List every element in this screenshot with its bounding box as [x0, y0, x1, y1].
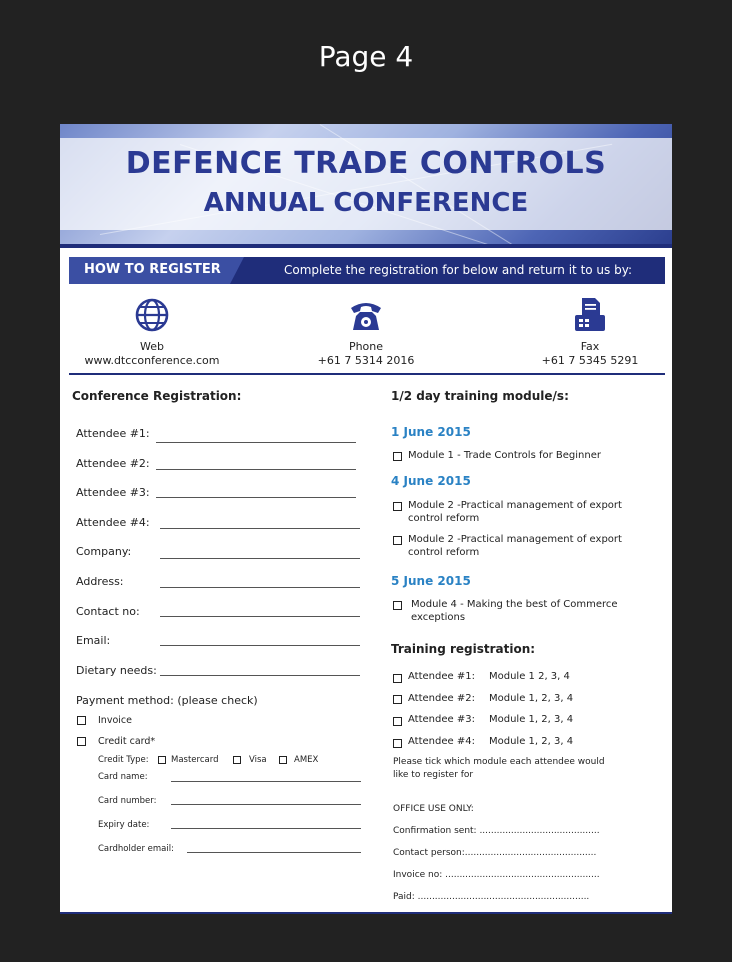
- dietary-needs-input[interactable]: [160, 675, 360, 676]
- fax-icon: [571, 296, 609, 334]
- attendee-4-input[interactable]: [160, 528, 360, 529]
- date-5-june: 5 June 2015: [391, 574, 471, 588]
- module-selection-note: Please tick which module each attendee would like to register for: [393, 757, 605, 780]
- confirmation-sent-field[interactable]: Confirmation sent: ..........................................: [393, 826, 600, 836]
- address-label: Address:: [76, 575, 124, 588]
- web-address: www.dtcconference.com: [84, 354, 220, 367]
- attendee-2-training-checkbox[interactable]: [393, 695, 402, 704]
- training-modules-heading: 1/2 day training module/s:: [391, 389, 569, 403]
- attendee-3-label: Attendee #3:: [76, 486, 150, 499]
- attendee-4-modules: Module 1, 2, 3, 4: [489, 736, 574, 747]
- amex-label: AMEX: [294, 755, 319, 765]
- phone-label: Phone: [348, 340, 384, 353]
- register-instruction: Complete the registration for below and return it to us by:: [284, 263, 632, 277]
- contact-web: [62, 296, 242, 368]
- module-1-checkbox[interactable]: [393, 452, 402, 461]
- module-2b-checkbox[interactable]: [393, 536, 402, 545]
- card-number-label: Card number:: [98, 796, 157, 806]
- card-number-input[interactable]: [171, 804, 361, 805]
- card-name-label: Card name:: [98, 772, 148, 782]
- module-2a-label: Module 2 -Practical management of export control reform: [408, 500, 622, 524]
- page-label: Page 4: [318, 40, 414, 73]
- attendee-2-training-label: Attendee #2:: [408, 693, 475, 704]
- contact-phone: [276, 296, 456, 368]
- email-input[interactable]: [160, 645, 360, 646]
- payment-method-heading: Payment method: (please check): [76, 694, 258, 707]
- attendee-3-modules: Module 1, 2, 3, 4: [489, 714, 574, 725]
- credit-card-checkbox[interactable]: [77, 737, 86, 746]
- dietary-needs-label: Dietary needs:: [76, 664, 157, 677]
- contact-fax: [500, 296, 672, 368]
- module-4-label: Module 4 - Making the best of Commerce exceptions: [411, 599, 618, 623]
- module-2a-checkbox[interactable]: [393, 502, 402, 511]
- module-1-label: Module 1 - Trade Controls for Beginner: [408, 450, 601, 461]
- training-registration-heading: Training registration:: [391, 642, 536, 656]
- company-label: Company:: [76, 545, 132, 558]
- office-use-heading: OFFICE USE ONLY:: [393, 804, 474, 814]
- attendee-1-input[interactable]: [156, 442, 356, 443]
- visa-label: Visa: [249, 755, 267, 765]
- date-4-june: 4 June 2015: [391, 474, 471, 488]
- invoice-no-field[interactable]: Invoice no: ......................................................: [393, 870, 600, 880]
- attendee-4-training-label: Attendee #4:: [408, 736, 475, 747]
- attendee-1-training-label: Attendee #1:: [408, 671, 475, 682]
- contact-no-label: Contact no:: [76, 605, 140, 618]
- date-1-june: 1 June 2015: [391, 425, 471, 439]
- web-label: Web: [140, 340, 164, 353]
- invoice-label: Invoice: [98, 715, 132, 726]
- attendee-3-input[interactable]: [156, 497, 356, 498]
- expiry-date-input[interactable]: [171, 828, 361, 829]
- conference-title-line1: DEFENCE TRADE CONTROLS: [125, 146, 607, 181]
- paid-field[interactable]: Paid: ............................................................: [393, 892, 590, 902]
- phone-number: +61 7 5314 2016: [317, 354, 415, 367]
- conference-registration-heading: Conference Registration:: [72, 389, 242, 403]
- attendee-4-training-checkbox[interactable]: [393, 739, 402, 748]
- email-label: Email:: [76, 634, 111, 647]
- mastercard-label: Mastercard: [171, 755, 219, 765]
- globe-icon: [133, 296, 171, 334]
- attendee-4-label: Attendee #4:: [76, 516, 150, 529]
- contact-person-field[interactable]: Contact person:..............................................: [393, 848, 597, 858]
- visa-checkbox[interactable]: [233, 756, 241, 764]
- fax-number: +61 7 5345 5291: [541, 354, 639, 367]
- registration-form: [60, 124, 672, 914]
- attendee-1-training-checkbox[interactable]: [393, 674, 402, 683]
- conference-title-line2: ANNUAL CONFERENCE: [203, 188, 529, 218]
- credit-type-label: Credit Type:: [98, 755, 149, 765]
- attendee-2-input[interactable]: [156, 469, 356, 470]
- attendee-1-label: Attendee #1:: [76, 427, 150, 440]
- cardholder-email-input[interactable]: [187, 852, 361, 853]
- contact-no-input[interactable]: [160, 616, 360, 617]
- module-4-checkbox[interactable]: [393, 601, 402, 610]
- invoice-checkbox[interactable]: [77, 716, 86, 725]
- attendee-3-training-checkbox[interactable]: [393, 717, 402, 726]
- company-input[interactable]: [160, 558, 360, 559]
- expiry-date-label: Expiry date:: [98, 820, 150, 830]
- mastercard-checkbox[interactable]: [158, 756, 166, 764]
- header-banner: [60, 124, 672, 244]
- attendee-3-training-label: Attendee #3:: [408, 714, 475, 725]
- credit-card-label: Credit card*: [98, 736, 156, 747]
- how-to-register-label: HOW TO REGISTER: [84, 262, 221, 277]
- cardholder-email-label: Cardholder email:: [98, 844, 174, 854]
- attendee-2-label: Attendee #2:: [76, 457, 150, 470]
- address-input[interactable]: [160, 587, 360, 588]
- amex-checkbox[interactable]: [279, 756, 287, 764]
- module-2b-label: Module 2 -Practical management of export control reform: [408, 534, 622, 558]
- card-name-input[interactable]: [171, 781, 361, 782]
- attendee-1-modules: Module 1 2, 3, 4: [489, 671, 570, 682]
- phone-icon: [347, 296, 385, 334]
- attendee-2-modules: Module 1, 2, 3, 4: [489, 693, 574, 704]
- fax-label: Fax: [580, 340, 600, 353]
